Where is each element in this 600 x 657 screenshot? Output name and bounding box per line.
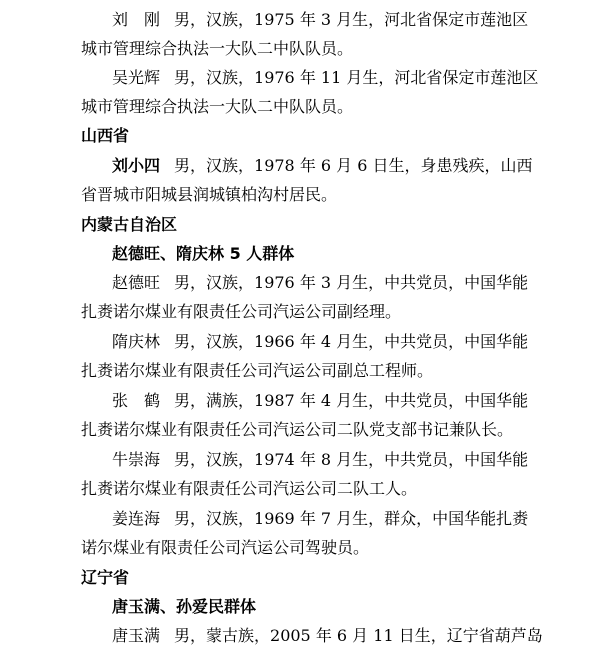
region-heading: 内蒙古自治区 — [81, 215, 178, 234]
entry-continuation-line: 城市管理综合执法一大队二中队队员。 — [81, 97, 354, 116]
entry-first-line — [0, 445, 600, 475]
person-name: 姜连海 — [112, 509, 161, 528]
entry-continuation-line: 扎赉诺尔煤业有限责任公司汽运公司二队工人。 — [81, 479, 418, 498]
entry-first-line — [0, 5, 600, 35]
group-heading: 唐玉满、孙爱民群体 — [112, 597, 257, 616]
person-description: 男，汉族，1976 年 3 月生，中共党员，中国华能 — [174, 273, 529, 292]
entry-continuation-line: 扎赉诺尔煤业有限责任公司汽运公司副总工程师。 — [81, 361, 434, 380]
person-name: 唐玉满 — [112, 626, 161, 645]
person-name: 牛崇海 — [112, 450, 161, 469]
person-name: 隋庆林 — [112, 332, 161, 351]
entry-continuation-line: 诺尔煤业有限责任公司汽运公司驾驶员。 — [81, 538, 370, 557]
person-name: 刘 刚 — [112, 10, 161, 29]
entry-continuation-line: 扎赉诺尔煤业有限责任公司汽运公司二队党支部书记兼队长。 — [81, 420, 514, 439]
entry-first-line — [0, 268, 600, 298]
person-name: 刘小四 — [112, 156, 161, 175]
person-description: 男，蒙古族，2005 年 6 月 11 日生，辽宁省葫芦岛 — [174, 626, 543, 645]
region-heading: 辽宁省 — [81, 568, 130, 587]
entry-continuation-line: 扎赉诺尔煤业有限责任公司汽运公司副经理。 — [81, 302, 402, 321]
entry-continuation-line: 城市管理综合执法一大队二中队队员。 — [81, 39, 354, 58]
person-description: 男，汉族，1976 年 11 月生，河北省保定市莲池区 — [174, 68, 539, 87]
person-description: 男，汉族，1966 年 4 月生，中共党员，中国华能 — [174, 332, 529, 351]
person-description: 男，汉族，1975 年 3 月生，河北省保定市莲池区 — [174, 10, 529, 29]
group-heading: 赵德旺、隋庆林 5 人群体 — [112, 244, 295, 263]
entry-first-line — [0, 504, 600, 534]
person-description: 男，汉族，1969 年 7 月生，群众，中国华能扎赉 — [174, 509, 529, 528]
entry-first-line — [0, 621, 600, 651]
entry-first-line — [0, 386, 600, 416]
person-name: 吴光辉 — [112, 68, 161, 87]
region-heading: 山西省 — [81, 126, 130, 145]
entry-continuation-line: 省晋城市阳城县润城镇柏沟村居民。 — [81, 185, 338, 204]
entry-first-line — [0, 63, 600, 93]
person-name: 张 鹤 — [112, 391, 161, 410]
entry-first-line — [0, 151, 600, 181]
person-description: 男，满族，1987 年 4 月生，中共党员，中国华能 — [174, 391, 529, 410]
person-description: 男，汉族，1974 年 8 月生，中共党员，中国华能 — [174, 450, 529, 469]
person-description: 男，汉族，1978 年 6 月 6 日生，身患残疾，山西 — [174, 156, 533, 175]
entry-first-line — [0, 327, 600, 357]
person-name: 赵德旺 — [112, 273, 161, 292]
